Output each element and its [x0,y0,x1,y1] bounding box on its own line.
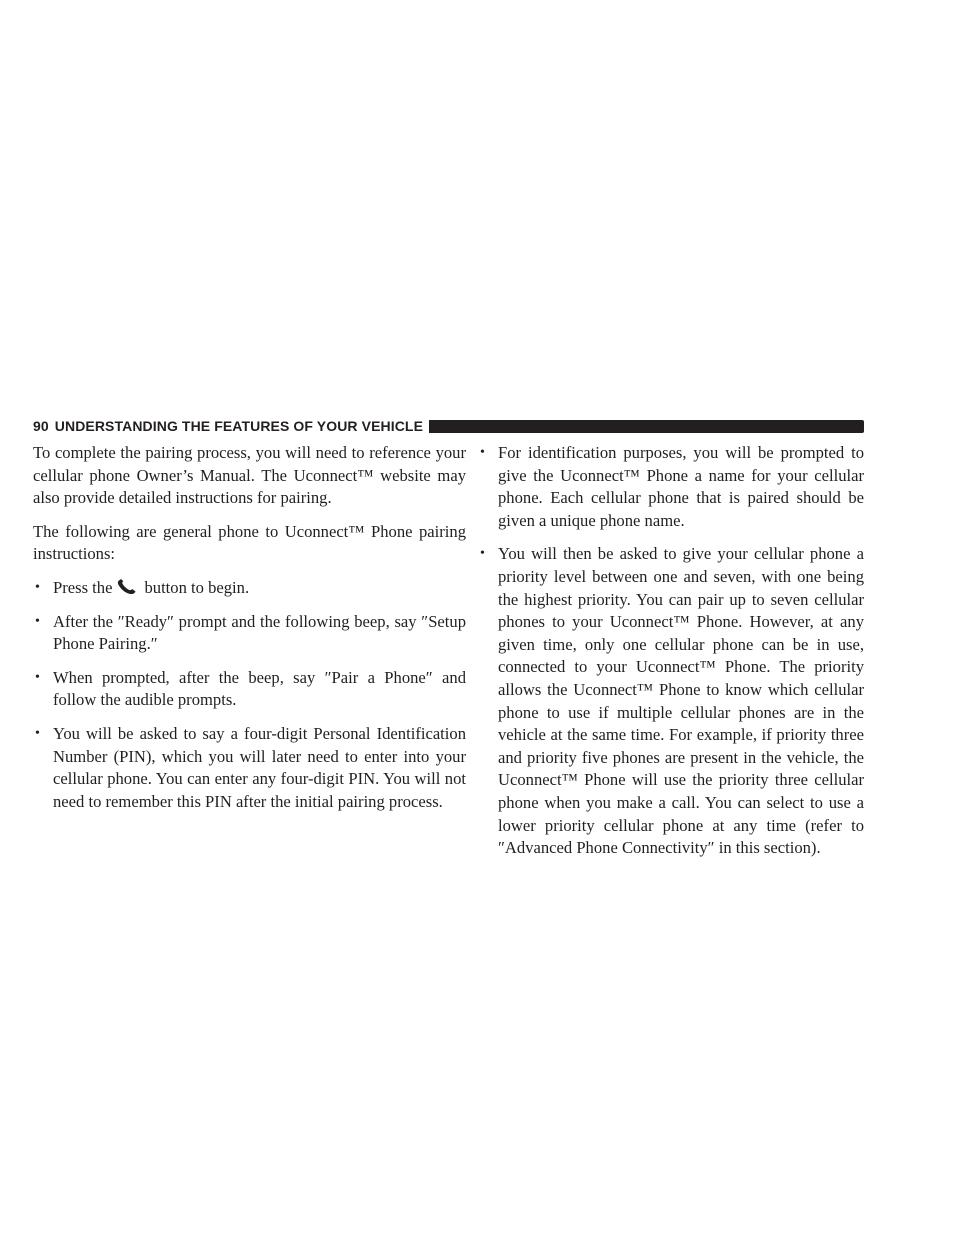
step-text-pre: Press the [53,577,113,597]
instructions-lead: The following are general phone to Uconnect™ Phone pairing instructions: [33,521,466,564]
list-item [33,723,466,813]
page-number: 90 [33,418,49,434]
step-text: You will then be asked to give your cellular phone a priority level between one and seven, with one being the highest priority. You can pair up to seven cellular phones to your Uconnect™ Phone. However, at any given time, only one cellular phone can be in use, connected to your Uconnect™ Phone. The priority allows the Uconnect™ Phone to know which cellular phone to use if multiple cellular phones are in the vehicle at the same time. For example, if priority three and priority five phones are present in the vehicle, the Uconnect™ Phone will use the priority three cellular phone when you make a call. You can select to use a lower priority cellular phone at any time (refer to ″Advanced Phone Connectivity″ in this section). [498,544,864,858]
header-rule [429,420,864,433]
step-text-post: button to begin. [144,577,250,597]
intro-paragraph: To complete the pairing process, you will need to reference your cellular phone Owner’s Manual. The Uconnect™ website may also provide detailed instructions for pairing. [33,443,466,508]
right-column [478,442,864,871]
header-text [33,418,423,434]
bullet: • [35,669,40,685]
step-text: For identification purposes, you will be prompted to give the Uconnect™ Phone a name for your cellular phone. Each cellular phone that is paired should be given a unique phone name. [498,443,864,530]
step-text: You will be asked to say a four-digit Personal Identification Number (PIN), which you will later need to enter into your cellular phone. You can enter any four-digit PIN. You will not need to remember this PIN after the initial pairing process. [53,723,466,811]
list-item [33,611,466,656]
section-title: UNDERSTANDING THE FEATURES OF YOUR VEHICLE [54,418,424,434]
pairing-steps-list-continued [478,442,864,860]
bullet: • [35,579,40,595]
phone-handset-icon [116,579,138,595]
bullet: • [35,725,40,741]
left-column [33,442,466,824]
list-item [478,543,864,859]
page-header [33,416,864,436]
bullet: • [35,613,40,629]
bullet: • [480,546,485,562]
list-item [33,667,466,712]
pairing-steps-list [33,577,466,813]
list-item [478,442,864,532]
bullet: • [480,445,485,460]
list-item [33,577,466,600]
step-text: After the ″Ready″ prompt and the following beep, say ″Setup Phone Pairing.″ [53,611,466,654]
step-text: When prompted, after the beep, say ″Pair a Phone″ and follow the audible prompts. [53,667,466,710]
